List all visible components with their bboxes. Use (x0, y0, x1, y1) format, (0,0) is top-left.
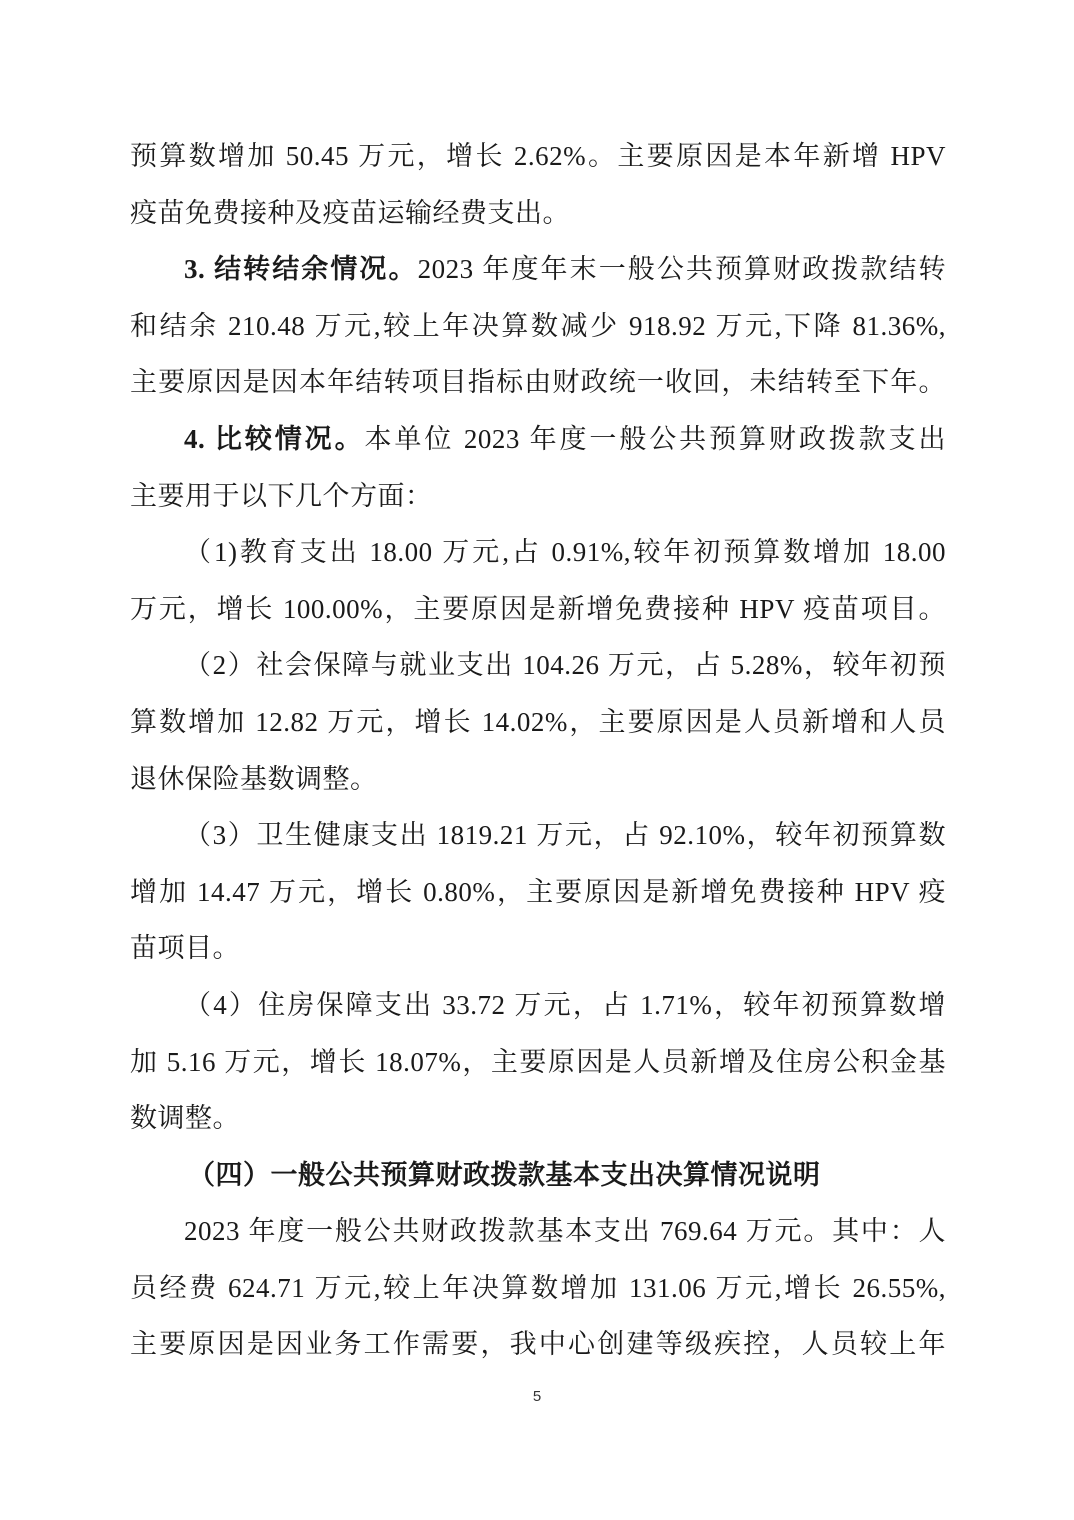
line-text: （2）社会保障与就业支出 104.26 万元，占 5.28%，较年初预 (184, 650, 946, 681)
line-text: 员经费 624.71 万元,较上年决算数增加 131.06 万元,增长 26.55%, (130, 1272, 946, 1303)
text-line (130, 411, 946, 468)
bold-lead-in: （四）一般公共预算财政拨款基本支出决算情况说明 (188, 1159, 821, 1190)
text-line (130, 920, 946, 977)
text-line (130, 807, 946, 864)
line-text: 算数增加 12.82 万元，增长 14.02%，主要原因是人员新增和人员 (130, 706, 946, 737)
line-text: （4）住房保障支出 33.72 万元，占 1.71%，较年初预算数增 (184, 989, 946, 1020)
line-text: 主要原因是因本年结转项目指标由财政统一收回，未结转至下年。 (130, 367, 946, 398)
line-text: 数调整。 (130, 1103, 240, 1134)
text-line (130, 751, 946, 808)
line-text: 退休保险基数调整。 (130, 763, 378, 794)
text-line (130, 468, 946, 525)
line-text: 万元，增长 100.00%，主要原因是新增免费接种 HPV 疫苗项目。 (130, 593, 946, 624)
line-text: 2023 年度一般公共财政拨款基本支出 769.64 万元。其中：人 (184, 1216, 946, 1247)
text-line (130, 354, 946, 411)
line-text: 增加 14.47 万元，增长 0.80%，主要原因是新增免费接种 HPV 疫 (130, 876, 946, 907)
text-line (130, 185, 946, 242)
text-line (130, 128, 946, 185)
line-text: 加 5.16 万元，增长 18.07%，主要原因是人员新增及住房公积金基 (130, 1046, 946, 1077)
line-text: （3）卫生健康支出 1819.21 万元，占 92.10%，较年初预算数 (184, 820, 946, 851)
line-text: 2023 年度年末一般公共预算财政拨款结转 (417, 254, 947, 285)
line-text: 本单位 2023 年度一般公共预算财政拨款支出 (364, 423, 946, 454)
text-line (130, 694, 946, 751)
text-line (130, 1090, 946, 1147)
page-number: 5 (532, 1388, 542, 1405)
line-text: 和结余 210.48 万元,较上年决算数减少 918.92 万元,下降 81.36%, (130, 310, 946, 341)
line-text: 主要用于以下几个方面： (130, 480, 433, 511)
text-line (130, 298, 946, 355)
line-text: 预算数增加 50.45 万元，增长 2.62%。主要原因是本年新增 HPV (130, 141, 946, 171)
line-text: 疫苗免费接种及疫苗运输经费支出。 (130, 197, 570, 228)
document-body (130, 128, 946, 1373)
bold-lead-in: 4. 比较情况。 (184, 423, 365, 454)
text-line (130, 1034, 946, 1091)
line-text: （1)教育支出 18.00 万元,占 0.91%,较年初预算数增加 18.00 (184, 537, 946, 568)
section-heading (130, 1147, 946, 1204)
text-line (130, 637, 946, 694)
text-line (130, 524, 946, 581)
line-text: 苗项目。 (130, 933, 240, 964)
text-line (130, 864, 946, 921)
text-line (130, 1203, 946, 1260)
bold-lead-in: 3. 结转结余情况。 (184, 254, 418, 285)
line-text: 主要原因是因业务工作需要，我中心创建等级疾控，人员较上年 (130, 1329, 946, 1360)
text-line (130, 241, 946, 298)
text-line (130, 1260, 946, 1317)
text-line (130, 581, 946, 638)
text-line (130, 977, 946, 1034)
text-line (130, 1316, 946, 1373)
